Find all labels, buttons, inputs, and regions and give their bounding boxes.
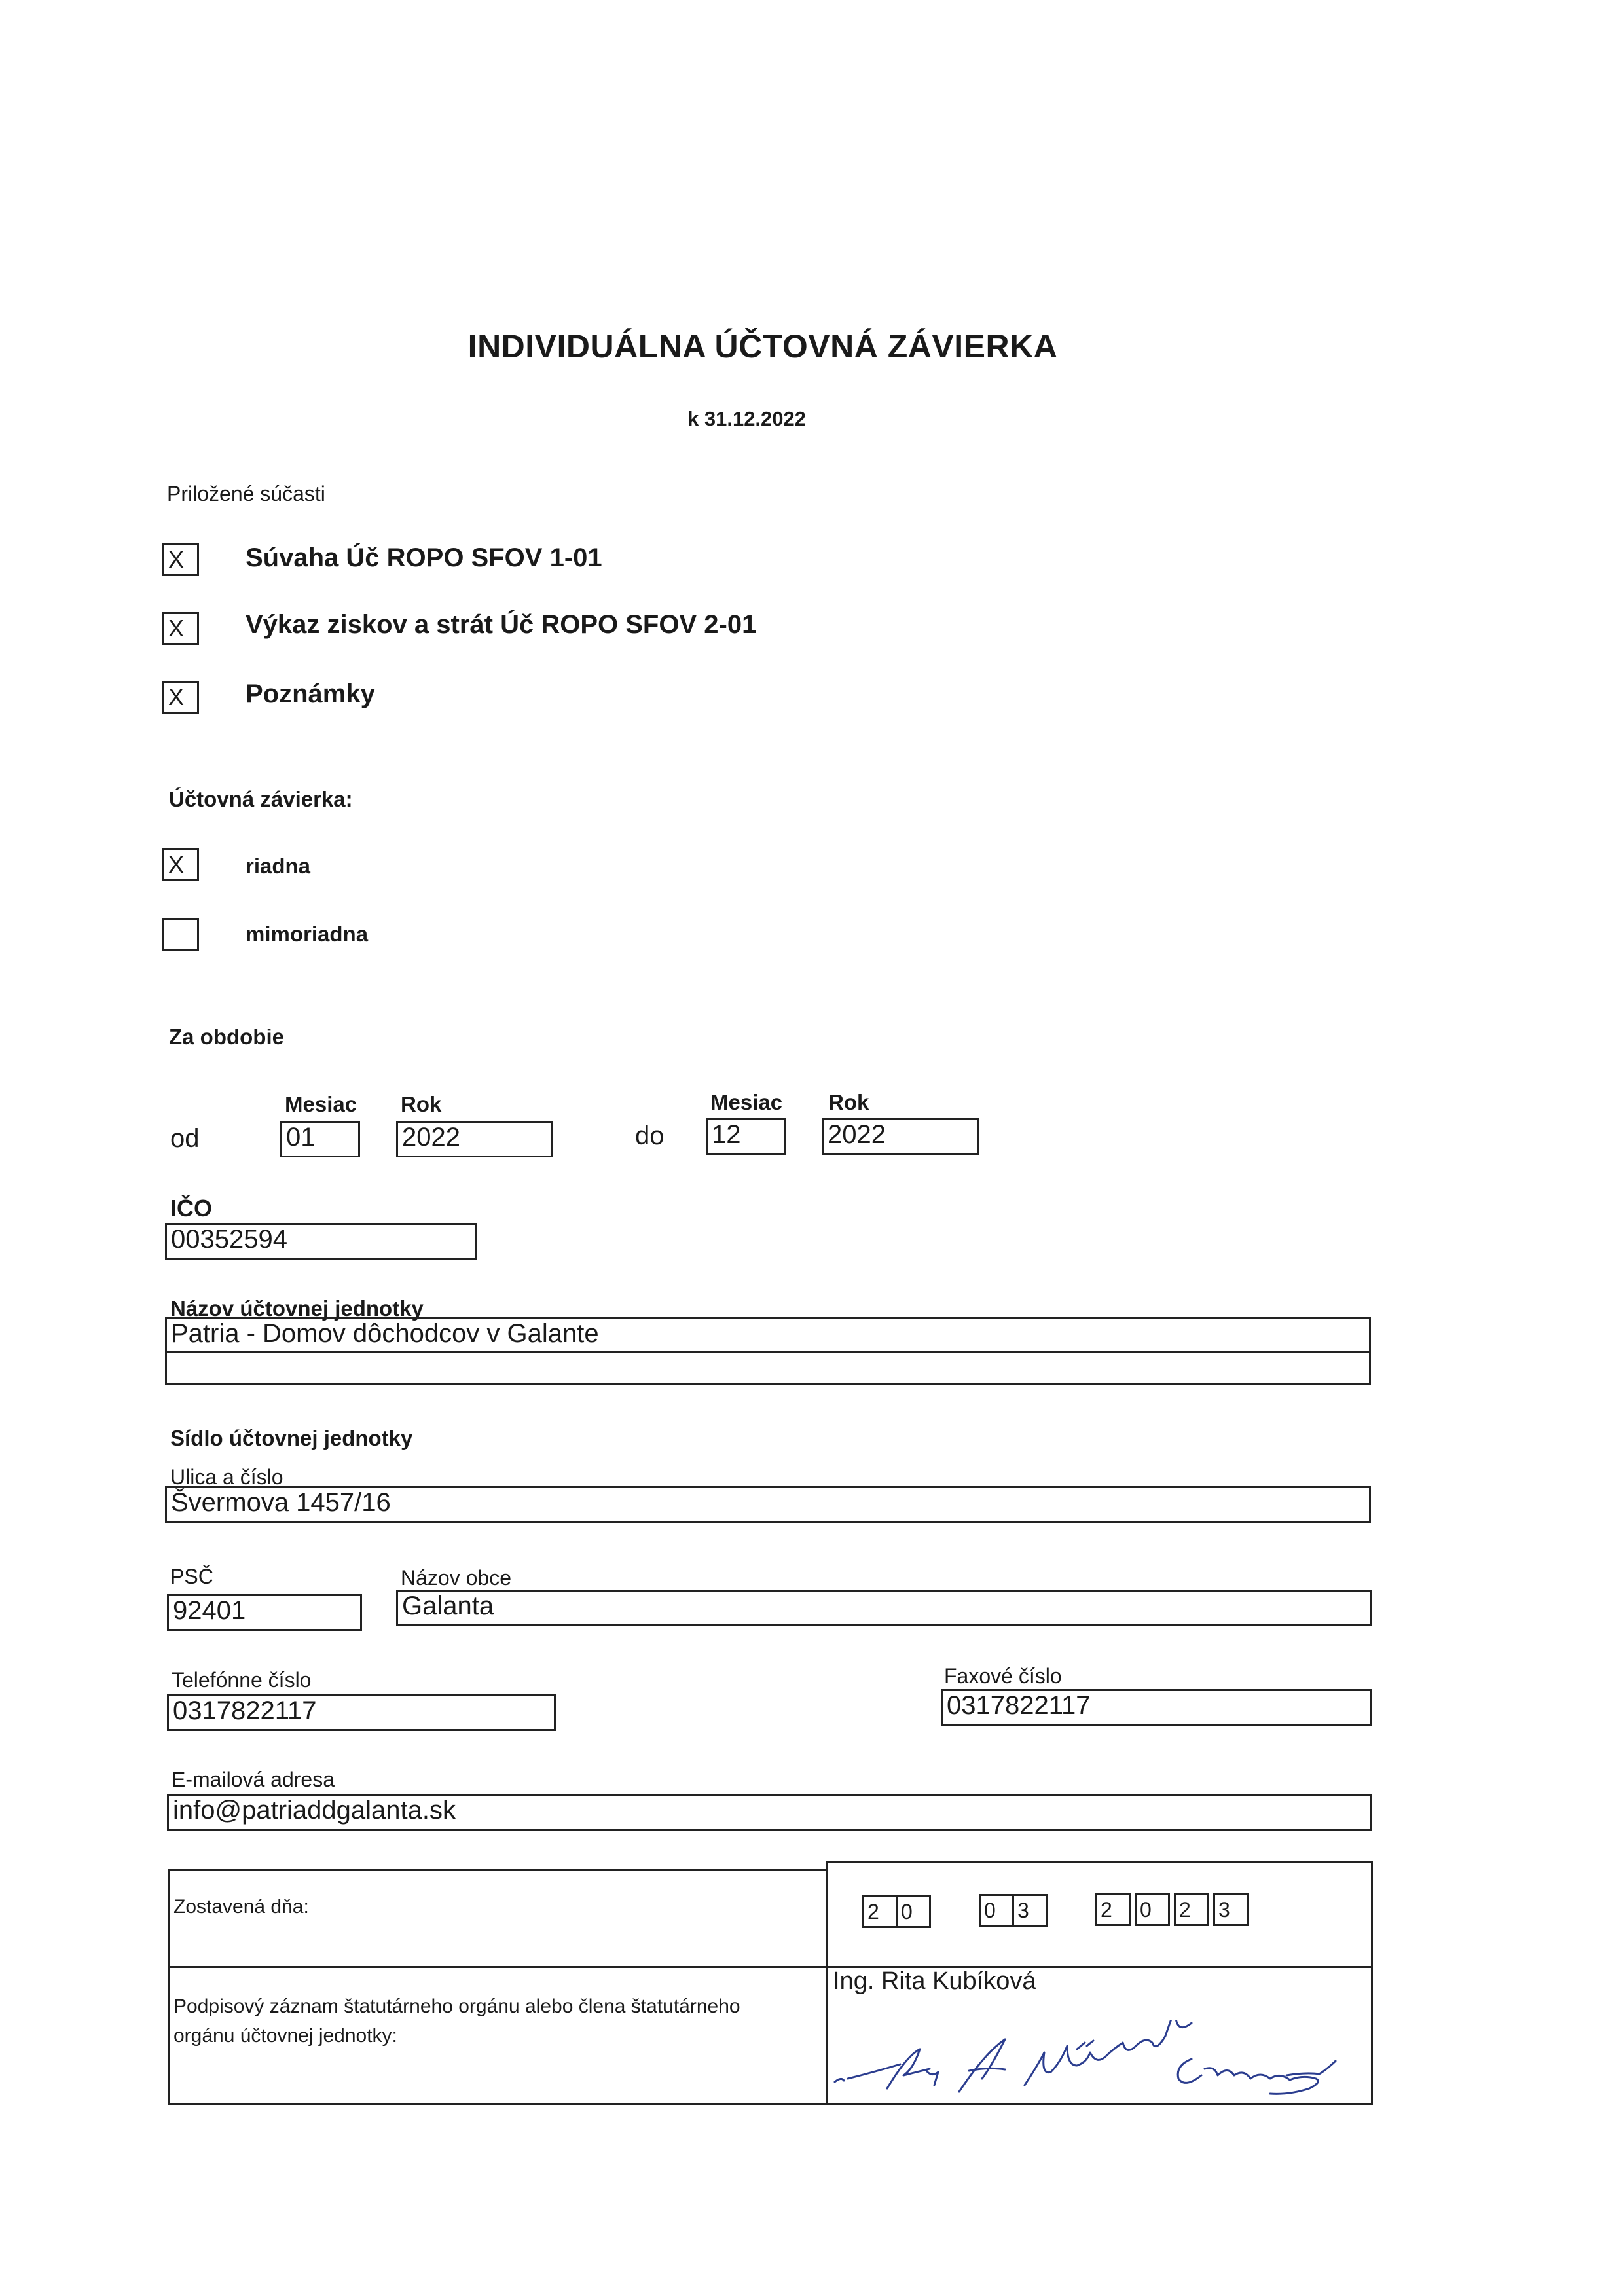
signature-label-line1: Podpisový záznam štatutárneho orgánu alebo člena štatutárneho [173, 1995, 740, 2017]
closing-checkbox-extraordinary[interactable] [162, 918, 199, 951]
table-right-border [1371, 1861, 1373, 2105]
compiled-year-digit-4[interactable]: 3 [1213, 1893, 1249, 1926]
phone-field[interactable]: 0317822117 [167, 1694, 556, 1731]
fax-field[interactable]: 0317822117 [941, 1689, 1372, 1726]
city-field[interactable]: Galanta [396, 1590, 1372, 1626]
ico-field[interactable]: 00352594 [165, 1223, 477, 1260]
fax-label: Faxové číslo [944, 1664, 1062, 1688]
compiled-month-digit-1[interactable]: 0 [979, 1894, 1014, 1927]
table-row-divider [168, 1966, 1373, 1968]
street-label: Ulica a číslo [170, 1465, 283, 1489]
compiled-day-digit-2[interactable]: 0 [896, 1895, 931, 1928]
document-title: INDIVIDUÁLNA ÚČTOVNÁ ZÁVIERKA [467, 328, 1058, 365]
attachment-checkbox-notes[interactable]: X [162, 681, 199, 714]
period-to-year-label: Rok [828, 1090, 869, 1114]
entity-name-field-line2[interactable] [165, 1351, 1371, 1385]
compiled-month-digit-2[interactable]: 3 [1012, 1894, 1048, 1927]
attachment-label-notes: Poznámky [246, 680, 375, 708]
table-top-border-right [826, 1861, 1373, 1863]
closing-checkbox-regular[interactable]: X [162, 848, 199, 881]
attachment-label-balance-sheet: Súvaha Úč ROPO SFOV 1-01 [246, 543, 602, 572]
ico-label: IČO [170, 1195, 213, 1222]
table-left-border [168, 1869, 170, 2105]
street-field[interactable]: Švermova 1457/16 [165, 1486, 1371, 1523]
attachment-checkbox-income-statement[interactable]: X [162, 612, 199, 645]
period-from-month-label: Mesiac [285, 1092, 357, 1116]
attachment-label-income-statement: Výkaz ziskov a strát Úč ROPO SFOV 2-01 [246, 610, 757, 639]
compiled-year-digit-2[interactable]: 0 [1135, 1893, 1170, 1926]
signature-label-line2: orgánu účtovnej jednotky: [173, 2025, 397, 2047]
closing-label-regular: riadna [246, 854, 311, 878]
psc-label: PSČ [170, 1565, 213, 1588]
period-to-month-label: Mesiac [710, 1090, 783, 1114]
closing-label-extraordinary: mimoriadna [246, 922, 369, 946]
period-heading: Za obdobie [169, 1025, 284, 1049]
period-from-label: od [170, 1124, 200, 1153]
compiled-label: Zostavená dňa: [173, 1896, 309, 1918]
city-label: Názov obce [401, 1566, 511, 1590]
handwritten-signature [828, 2020, 1352, 2105]
entity-name-label: Názov účtovnej jednotky [170, 1296, 424, 1321]
entity-name-field-line1[interactable]: Patria - Domov dôchodcov v Galante [165, 1317, 1371, 1353]
psc-field[interactable]: 92401 [167, 1594, 362, 1631]
period-to-label: do [635, 1121, 665, 1150]
attachments-heading: Priložené súčasti [167, 482, 325, 505]
period-from-month-field[interactable]: 01 [280, 1121, 360, 1157]
table-top-border-left [168, 1869, 826, 1871]
compiled-day-digit-1[interactable]: 2 [862, 1895, 898, 1928]
period-to-month-field[interactable]: 12 [706, 1118, 786, 1155]
address-heading: Sídlo účtovnej jednotky [170, 1426, 413, 1450]
compiled-year-digit-1[interactable]: 2 [1095, 1893, 1131, 1926]
period-from-year-label: Rok [401, 1092, 442, 1116]
closing-type-heading: Účtovná závierka: [169, 787, 353, 811]
email-field[interactable]: info@patriaddgalanta.sk [167, 1794, 1372, 1831]
phone-label: Telefónne číslo [172, 1668, 312, 1692]
compiled-year-digit-3[interactable]: 2 [1174, 1893, 1209, 1926]
attachment-checkbox-balance-sheet[interactable]: X [162, 543, 199, 576]
email-label: E-mailová adresa [172, 1768, 335, 1791]
document-date: k 31.12.2022 [687, 407, 807, 430]
signatory-name: Ing. Rita Kubíková [833, 1967, 1036, 1995]
period-to-year-field[interactable]: 2022 [822, 1118, 979, 1155]
period-from-year-field[interactable]: 2022 [396, 1121, 553, 1157]
